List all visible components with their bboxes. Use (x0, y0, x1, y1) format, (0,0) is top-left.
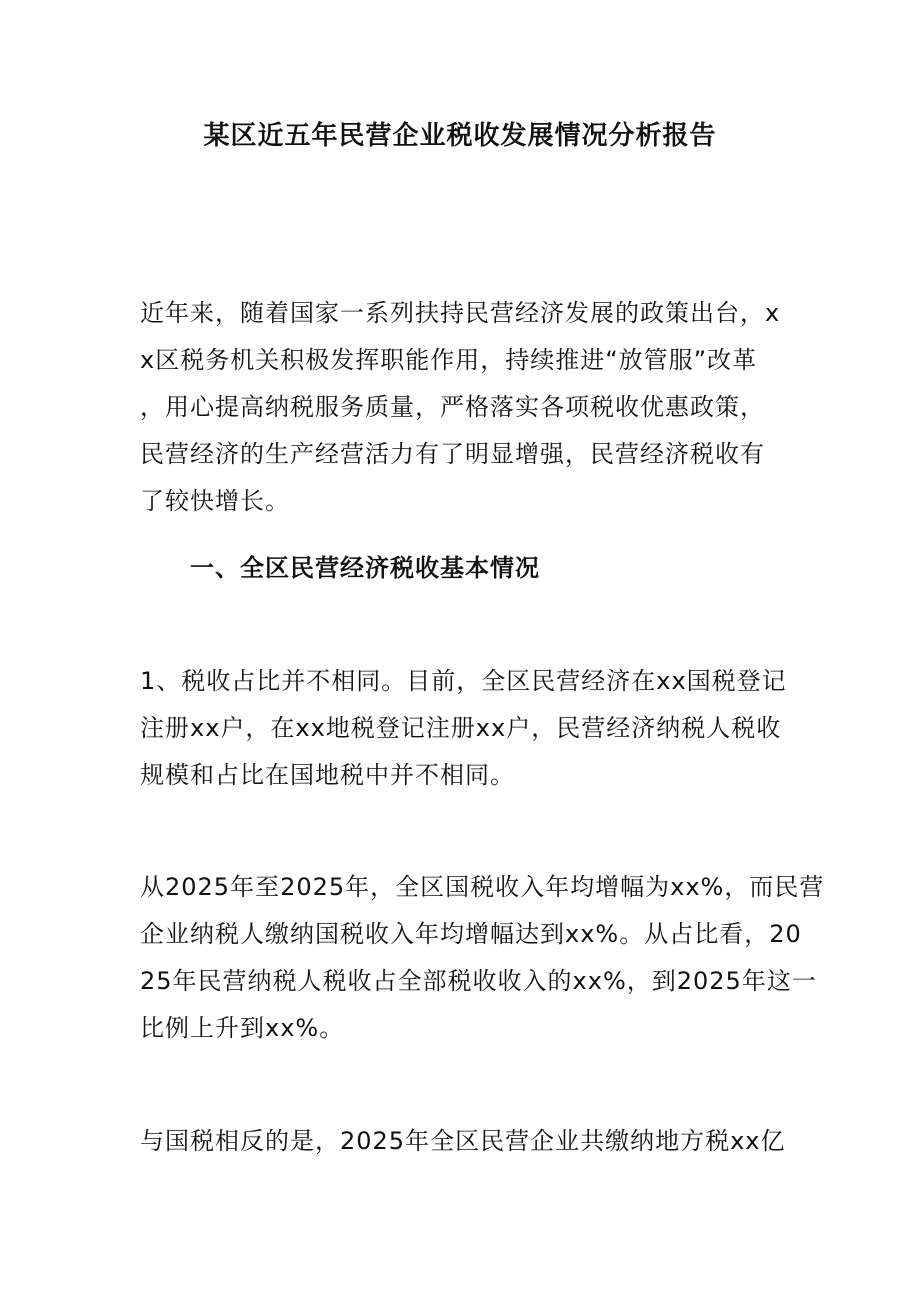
section-heading: 一、全区民营经济税收基本情况 (190, 553, 540, 582)
paragraph-line: 25年民营纳税人税收占全部税收收入的xx%，到2025年这一 (140, 967, 817, 995)
paragraph-line: 与国税相反的是，2025年全区民营企业共缴纳地方税xx亿 (140, 1127, 786, 1155)
document-title: 某区近五年民营企业税收发展情况分析报告 (203, 121, 717, 151)
paragraph-line: 民营经济的生产经营活力有了明显增强，民营经济税收有 (140, 440, 765, 468)
paragraph-line: 1、税收占比并不相同。目前，全区民营经济在xx国税登记 (140, 667, 787, 695)
paragraph-line: 了较快增长。 (140, 487, 290, 515)
national-tax-paragraph (140, 864, 825, 1052)
intro-paragraph (140, 290, 780, 525)
paragraph-line: 规模和占比在国地税中并不相同。 (140, 761, 515, 789)
paragraph-line: 企业纳税人缴纳国税收入年均增幅达到xx%。从占比看，20 (140, 920, 802, 948)
point-1-paragraph (140, 658, 787, 799)
paragraph-line: x区税务机关积极发挥职能作用，持续推进“放管服”改革 (140, 346, 758, 374)
paragraph-line: 注册xx户，在xx地税登记注册xx户，民营经济纳税人税收 (140, 714, 782, 742)
paragraph-line: ，用心提高纳税服务质量，严格落实各项税收优惠政策， (140, 393, 765, 421)
paragraph-line: 近年来，随着国家一系列扶持民营经济发展的政策出台，x (140, 299, 781, 327)
paragraph-line: 比例上升到xx%。 (140, 1014, 345, 1042)
paragraph-line: 从2025年至2025年，全区国税收入年均增幅为xx%，而民营 (140, 873, 825, 901)
local-tax-paragraph (140, 1118, 786, 1165)
